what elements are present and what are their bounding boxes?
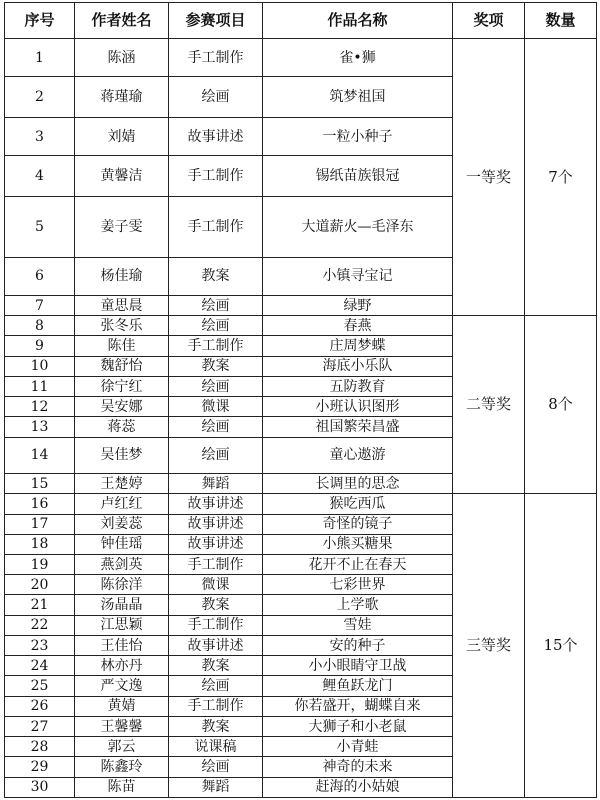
cell-author: 陈涵 [75,39,169,77]
cell-work-title: 大狮子和小老鼠 [263,716,453,736]
cell-category: 微课 [169,397,263,417]
cell-category: 手工制作 [169,555,263,575]
award-level-cell: 二等奖 [453,316,525,494]
cell-category: 故事讲述 [169,514,263,534]
cell-work-title: 赶海的小姑娘 [263,777,453,797]
cell-author: 汤晶晶 [75,595,169,615]
cell-work-title: 小镇寻宝记 [263,257,453,295]
cell-work-title: 神奇的未来 [263,757,453,777]
cell-author: 王佳怡 [75,635,169,655]
cell-work-title: 小班认识图形 [263,397,453,417]
cell-work-title: 长调里的思念 [263,474,453,494]
cell-index: 16 [5,494,75,514]
cell-index: 24 [5,656,75,676]
cell-index: 23 [5,635,75,655]
cell-author: 王楚婷 [75,474,169,494]
cell-work-title: 童心遨游 [263,437,453,473]
cell-work-title: 奇怪的镜子 [263,514,453,534]
cell-category: 绘画 [169,316,263,336]
col-header-category: 参赛项目 [169,3,263,39]
table-row [5,39,597,77]
header-row [5,3,597,39]
cell-index: 19 [5,555,75,575]
cell-category: 教案 [169,716,263,736]
cell-author: 姜子雯 [75,196,169,257]
cell-category: 手工制作 [169,156,263,196]
cell-author: 魏舒怡 [75,356,169,376]
cell-author: 吴佳梦 [75,437,169,473]
cell-category: 手工制作 [169,39,263,77]
cell-work-title: 七彩世界 [263,575,453,595]
cell-index: 11 [5,376,75,396]
table-row [5,494,597,514]
cell-index: 7 [5,296,75,316]
cell-work-title: 小熊买糖果 [263,534,453,554]
cell-category: 手工制作 [169,696,263,716]
cell-category: 绘画 [169,437,263,473]
col-header-award: 奖项 [453,3,525,39]
cell-work-title: 五防教育 [263,376,453,396]
cell-category: 绘画 [169,77,263,117]
cell-index: 5 [5,196,75,257]
cell-category: 教案 [169,656,263,676]
cell-category: 故事讲述 [169,534,263,554]
cell-author: 钟佳瑶 [75,534,169,554]
awards-table [4,2,597,798]
cell-work-title: 鲤鱼跃龙门 [263,676,453,696]
cell-category: 故事讲述 [169,635,263,655]
cell-work-title: 大道薪火—毛泽东 [263,196,453,257]
cell-author: 燕剑英 [75,555,169,575]
cell-index: 21 [5,595,75,615]
cell-category: 绘画 [169,296,263,316]
cell-category: 教案 [169,356,263,376]
cell-category: 微课 [169,575,263,595]
cell-author: 严文逸 [75,676,169,696]
cell-work-title: 雪娃 [263,615,453,635]
cell-work-title: 安的种子 [263,635,453,655]
col-header-work-title: 作品名称 [263,3,453,39]
cell-category: 故事讲述 [169,117,263,155]
table-body [5,39,597,798]
cell-work-title: 猴吃西瓜 [263,494,453,514]
col-header-index: 序号 [5,3,75,39]
cell-work-title: 锡纸苗族银冠 [263,156,453,196]
table-row [5,316,597,336]
cell-author: 黄婧 [75,696,169,716]
cell-work-title: 你若盛开，蝴蝶自来 [263,696,453,716]
cell-index: 14 [5,437,75,473]
cell-author: 刘姜蕊 [75,514,169,534]
cell-author: 郭云 [75,737,169,757]
cell-author: 张冬乐 [75,316,169,336]
cell-author: 童思晨 [75,296,169,316]
cell-work-title: 绿野 [263,296,453,316]
cell-category: 绘画 [169,757,263,777]
cell-category: 手工制作 [169,196,263,257]
award-count-cell: 15个 [525,494,597,798]
cell-index: 17 [5,514,75,534]
cell-work-title: 春燕 [263,316,453,336]
cell-author: 江思颖 [75,615,169,635]
award-level-cell: 一等奖 [453,39,525,316]
col-header-count: 数量 [525,3,597,39]
cell-author: 黄馨洁 [75,156,169,196]
cell-work-title: 筑梦祖国 [263,77,453,117]
cell-category: 绘画 [169,417,263,437]
cell-work-title: 祖国繁荣昌盛 [263,417,453,437]
cell-work-title: 小青蛙 [263,737,453,757]
award-count-cell: 8个 [525,316,597,494]
cell-work-title: 上学歌 [263,595,453,615]
cell-category: 手工制作 [169,615,263,635]
cell-index: 15 [5,474,75,494]
cell-author: 蒋瑾瑜 [75,77,169,117]
cell-index: 25 [5,676,75,696]
cell-category: 教案 [169,595,263,615]
cell-index: 10 [5,356,75,376]
cell-category: 舞蹈 [169,474,263,494]
cell-work-title: 雀•狮 [263,39,453,77]
cell-index: 4 [5,156,75,196]
cell-author: 陈徐洋 [75,575,169,595]
cell-category: 教案 [169,257,263,295]
cell-index: 28 [5,737,75,757]
cell-index: 9 [5,336,75,356]
award-count-cell: 7个 [525,39,597,316]
cell-author: 蒋蕊 [75,417,169,437]
cell-index: 8 [5,316,75,336]
cell-author: 陈鑫玲 [75,757,169,777]
col-header-author: 作者姓名 [75,3,169,39]
cell-work-title: 花开不止在春天 [263,555,453,575]
cell-work-title: 小小眼睛守卫战 [263,656,453,676]
cell-author: 王馨馨 [75,716,169,736]
cell-author: 徐宁红 [75,376,169,396]
cell-work-title: 一粒小种子 [263,117,453,155]
cell-author: 陈苗 [75,777,169,797]
cell-index: 22 [5,615,75,635]
cell-category: 绘画 [169,676,263,696]
cell-author: 卢红红 [75,494,169,514]
cell-author: 林亦丹 [75,656,169,676]
cell-category: 绘画 [169,376,263,396]
cell-category: 舞蹈 [169,777,263,797]
cell-index: 27 [5,716,75,736]
cell-work-title: 庄周梦蝶 [263,336,453,356]
cell-index: 30 [5,777,75,797]
cell-index: 1 [5,39,75,77]
cell-index: 20 [5,575,75,595]
cell-index: 13 [5,417,75,437]
cell-index: 29 [5,757,75,777]
cell-index: 12 [5,397,75,417]
cell-category: 故事讲述 [169,494,263,514]
cell-index: 2 [5,77,75,117]
cell-index: 6 [5,257,75,295]
cell-index: 18 [5,534,75,554]
cell-index: 3 [5,117,75,155]
cell-index: 26 [5,696,75,716]
cell-author: 刘婧 [75,117,169,155]
cell-author: 陈佳 [75,336,169,356]
cell-work-title: 海底小乐队 [263,356,453,376]
cell-author: 吴安娜 [75,397,169,417]
cell-category: 说课稿 [169,737,263,757]
cell-category: 手工制作 [169,336,263,356]
cell-author: 杨佳瑜 [75,257,169,295]
award-level-cell: 三等奖 [453,494,525,798]
